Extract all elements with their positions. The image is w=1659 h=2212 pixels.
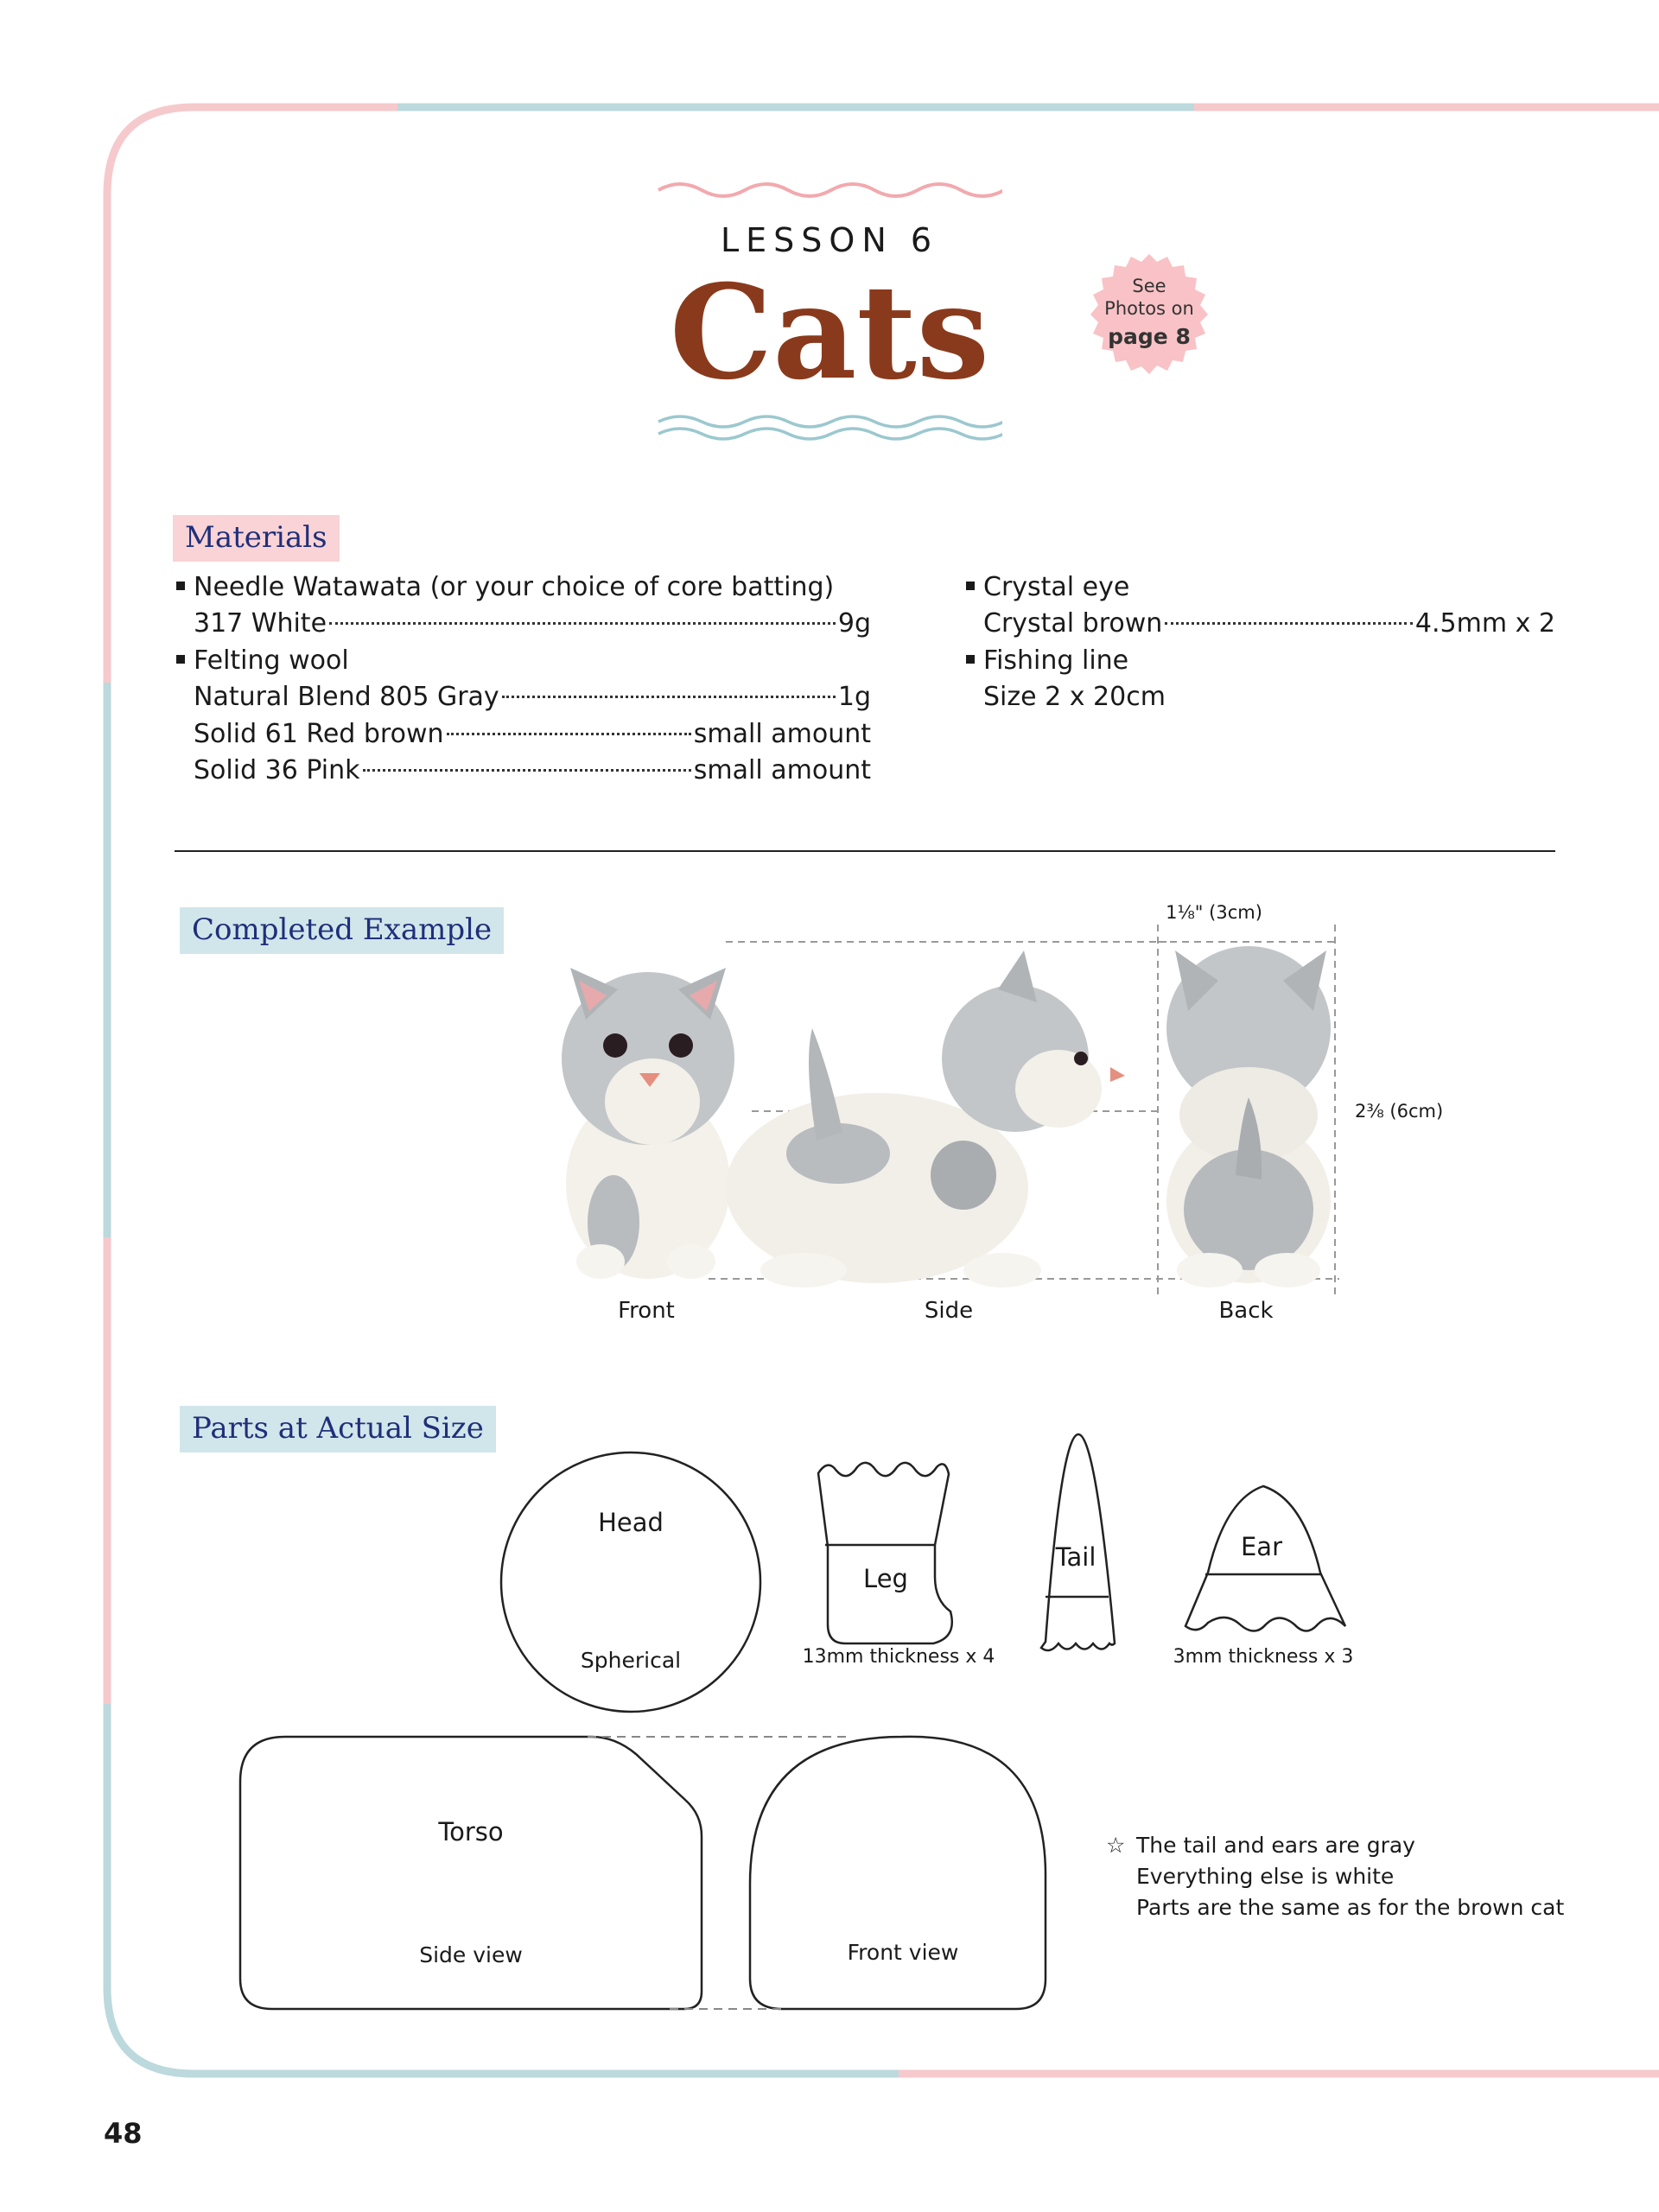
parts-diagram — [0, 1417, 1659, 2022]
material-row: Crystal brown 4.5mm x 2 — [983, 608, 1555, 639]
material-item: Crystal eye — [966, 569, 1129, 606]
materials-heading: Materials — [173, 515, 340, 562]
height-dimension: 2⅜ (6cm) — [1355, 1101, 1444, 1122]
lesson-label: LESSON 6 — [720, 221, 938, 259]
bullet-icon — [176, 582, 185, 590]
torso-front-outline — [750, 1737, 1046, 2009]
note-line: The tail and ears are gray — [1136, 1833, 1415, 1858]
section-divider — [175, 850, 1555, 852]
ear-label: Ear — [1240, 1532, 1283, 1561]
cat-front-photo — [562, 968, 734, 1279]
material-row: Natural Blend 805 Gray 1g — [194, 682, 871, 712]
width-dimension: 1⅛" (3cm) — [1166, 902, 1262, 923]
badge-photos-on: Photos on — [1104, 298, 1194, 319]
torso-front-label: Front view — [847, 1940, 959, 1965]
material-row: Solid 36 Pink small amount — [194, 755, 871, 785]
leg-sub: 13mm thickness x 4 — [802, 1646, 995, 1668]
note-line: Parts are the same as for the brown cat — [1136, 1895, 1565, 1920]
head-sub: Spherical — [580, 1648, 682, 1673]
cat-back-photo — [1166, 946, 1331, 1287]
material-item: Needle Watawata (or your choice of core batting) — [176, 569, 834, 606]
cat-side-photo — [726, 950, 1125, 1287]
caption-back: Back — [1218, 1298, 1274, 1324]
note-line: Everything else is white — [1136, 1864, 1395, 1889]
completed-example-heading: Completed Example — [180, 907, 504, 954]
torso-side-outline — [240, 1737, 702, 2009]
caption-front: Front — [618, 1298, 675, 1324]
bullet-icon — [176, 655, 185, 664]
ear-sub: 3mm thickness x 3 — [1173, 1646, 1354, 1668]
head-part-outline — [501, 1452, 760, 1712]
material-item: Felting wool — [176, 643, 349, 679]
caption-side: Side — [924, 1298, 974, 1324]
material-row: Solid 61 Red brown small amount — [194, 719, 871, 749]
material-row: 317 White 9g — [194, 608, 871, 639]
tail-label: Tail — [1055, 1542, 1096, 1572]
bullet-icon — [966, 655, 975, 664]
completed-example-photos — [553, 916, 1434, 1313]
material-item: Fishing line — [966, 643, 1128, 679]
head-label: Head — [598, 1508, 664, 1537]
parts-heading: Parts at Actual Size — [180, 1406, 496, 1452]
material-item: Size 2 x 20cm — [983, 682, 1166, 712]
bottom-wave-decoration — [657, 413, 1002, 442]
leg-label: Leg — [863, 1564, 908, 1593]
top-wave-decoration — [657, 177, 1002, 203]
bullet-icon — [966, 582, 975, 590]
badge-see: See — [1132, 276, 1166, 296]
leg-part-outline — [818, 1463, 952, 1643]
torso-side-label: Side view — [419, 1942, 523, 1967]
badge-page-link[interactable]: page 8 — [1108, 324, 1191, 349]
page-title: Cats — [669, 257, 990, 409]
star-icon: ☆ — [1106, 1833, 1126, 1858]
page-number: 48 — [104, 2117, 143, 2150]
torso-label: Torso — [438, 1817, 504, 1847]
